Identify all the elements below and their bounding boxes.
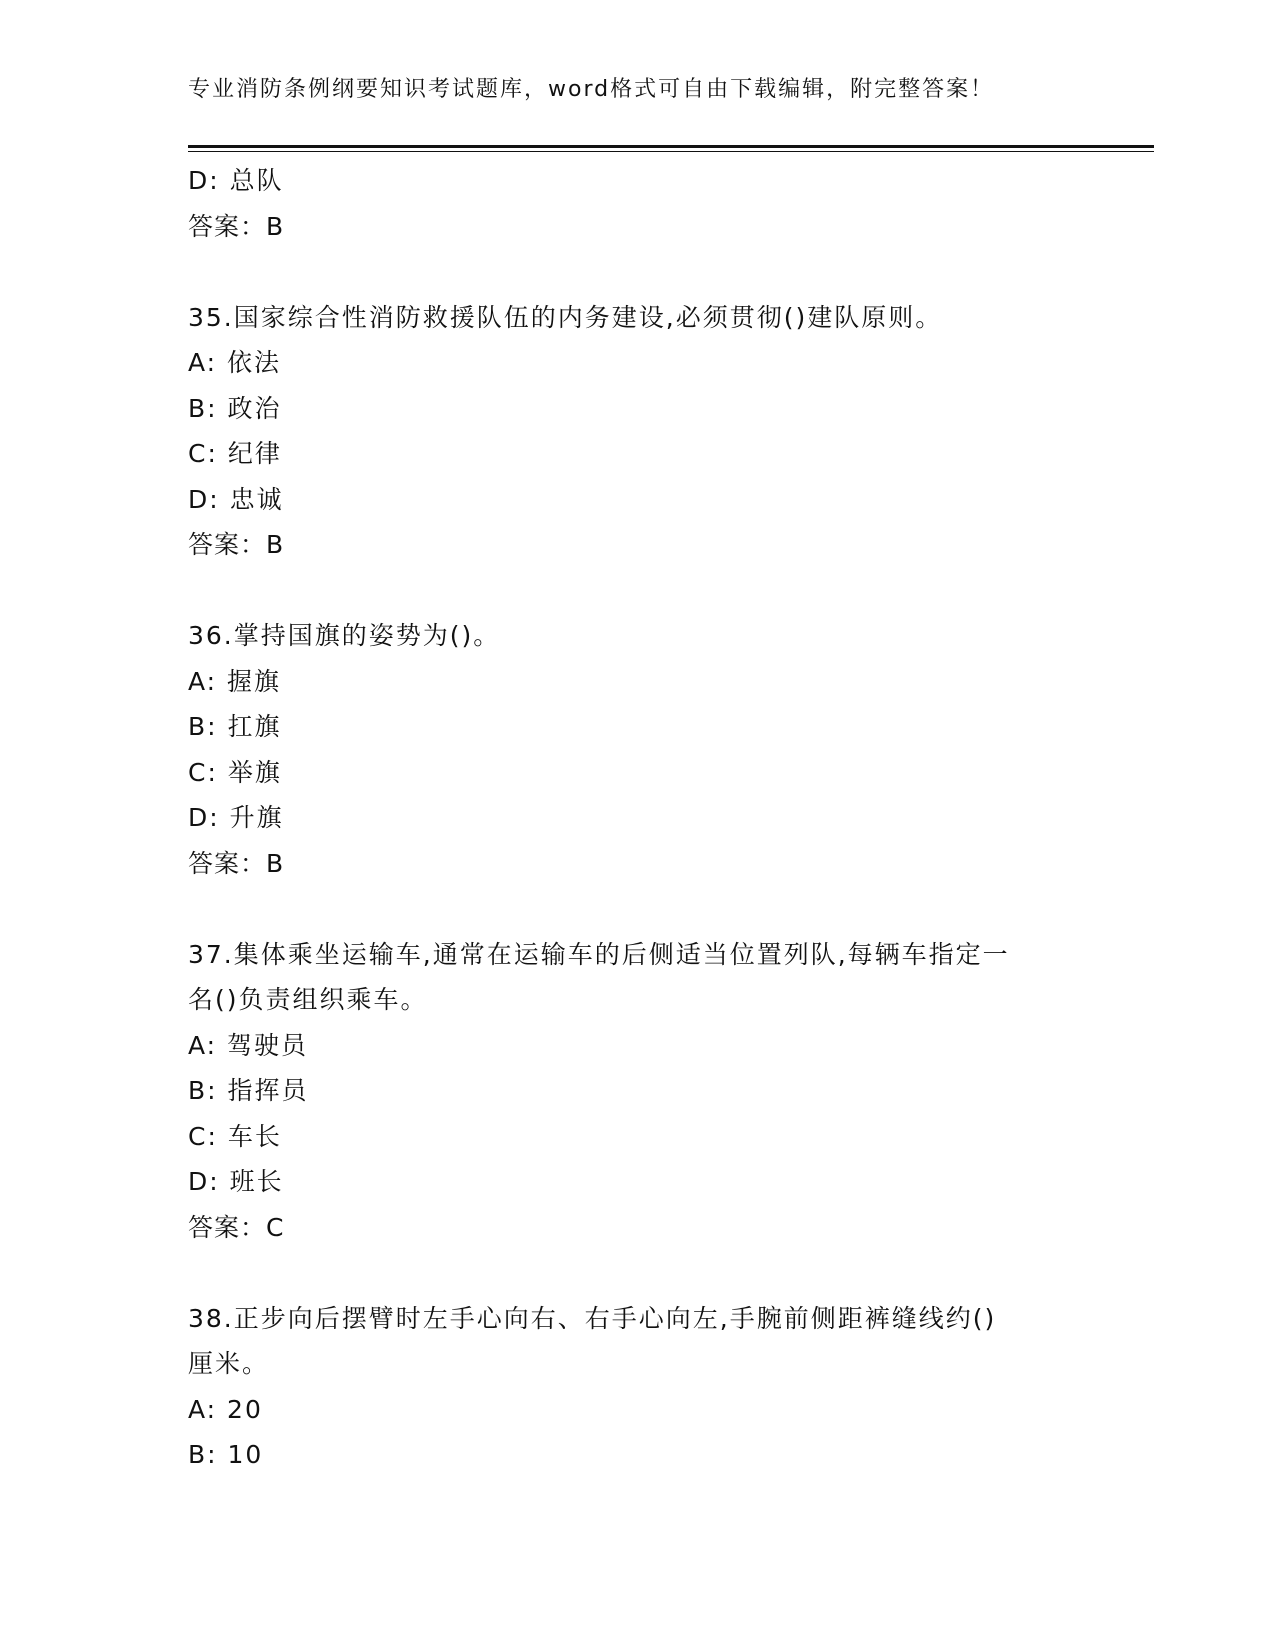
- question-stem-line-2: 名()负责组织乘车。: [188, 985, 428, 1014]
- document-header: 专业消防条例纲要知识考试题库，word格式可自由下载编辑，附完整答案！: [188, 77, 995, 102]
- option-c: C: 纪律: [188, 439, 282, 468]
- answer: 答案：B: [188, 530, 285, 559]
- option-b: B: 扛旗: [188, 712, 282, 741]
- option-c: C: 车长: [188, 1121, 282, 1151]
- option-a: A: 依法: [188, 348, 282, 377]
- option-d: D: 班长: [188, 1167, 284, 1196]
- question-block: [188, 932, 1088, 1251]
- question-block: [188, 295, 1088, 568]
- spacer: [188, 1250, 1088, 1296]
- option-a: A: 握旗: [188, 666, 282, 696]
- header-rule-thick: [188, 145, 1154, 148]
- spacer: [188, 886, 1088, 932]
- document-body: [188, 158, 1088, 1478]
- option-b: B: 10: [188, 1440, 264, 1469]
- option-c: C: 举旗: [188, 757, 282, 787]
- question-stem-line-1: 38.正步向后摆臂时左手心向右、右手心向左,手腕前侧距裤缝线约(): [188, 1303, 997, 1333]
- answer: 答案：B: [188, 211, 285, 241]
- question-stem: 36.掌持国旗的姿势为()。: [188, 621, 501, 650]
- header-rule-thin: [188, 151, 1154, 152]
- answer: 答案：B: [188, 848, 285, 878]
- option-a: A: 20: [188, 1394, 263, 1424]
- option-d: D: 忠诚: [188, 484, 284, 514]
- option-b: B: 指挥员: [188, 1076, 309, 1105]
- question-stem-line-2: 厘米。: [188, 1349, 270, 1378]
- option-a: A: 驾驶员: [188, 1030, 309, 1060]
- question-block: [188, 1296, 1088, 1478]
- question-stem: 35.国家综合性消防救援队伍的内务建设,必须贯彻()建队原则。: [188, 302, 943, 332]
- spacer: [188, 249, 1088, 295]
- option-b: B: 政治: [188, 393, 282, 423]
- answer: 答案：C: [188, 1212, 285, 1242]
- option-d: D: 总队: [188, 166, 284, 195]
- question-block: [188, 613, 1088, 886]
- question-stem-line-1: 37.集体乘坐运输车,通常在运输车的后侧适当位置列队,每辆车指定一: [188, 939, 1010, 969]
- option-d: D: 升旗: [188, 803, 284, 832]
- spacer: [188, 568, 1088, 614]
